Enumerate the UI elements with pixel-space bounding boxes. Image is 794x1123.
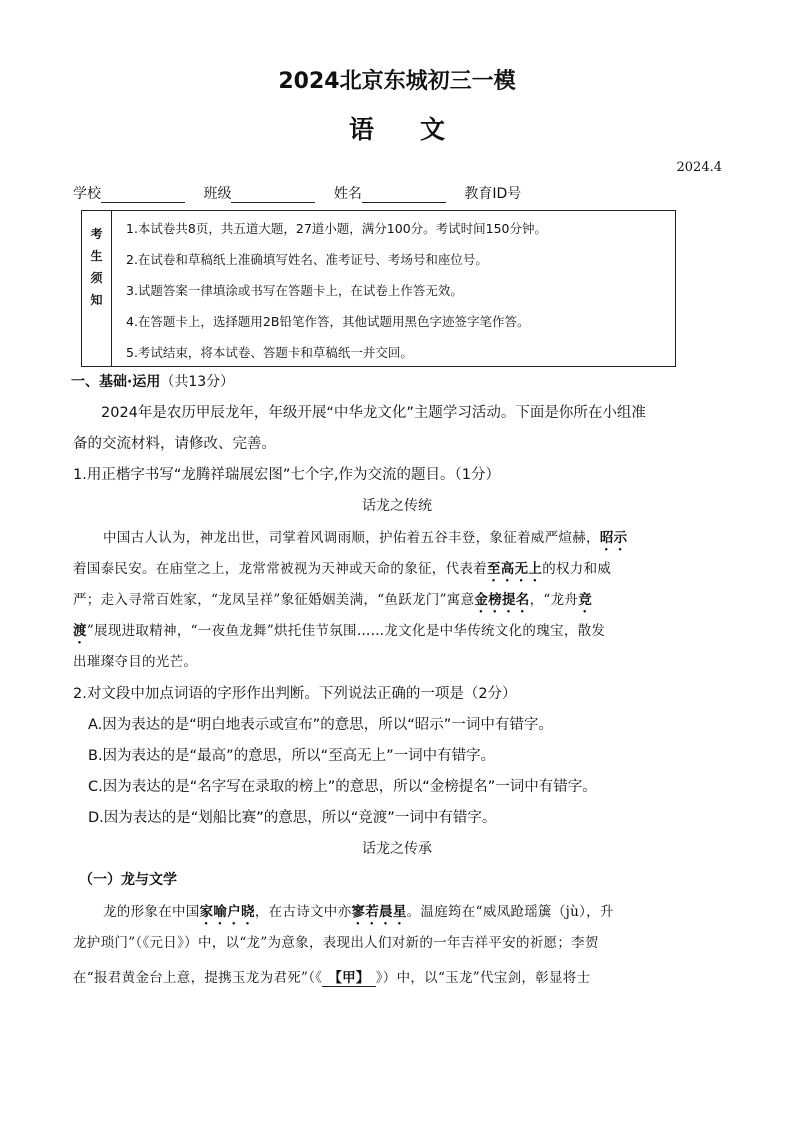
text: 中国古人认为，神龙出世，司掌着风调雨顺，护佑着五谷丰登，象征着威严煊赫， — [103, 530, 600, 546]
notice-char: 须 — [90, 271, 103, 285]
notice-item: 4.在答题卡上，选择题用2B铅笔作答，其他试题用黑色字迹签字笔作答。 — [126, 314, 530, 329]
notice-item: 1.本试卷共8页，共五道大题，27道小题，满分100分。考试时间150分钟。 — [126, 221, 548, 236]
blank-jia: 【甲】 — [322, 966, 375, 987]
notice-side-label — [82, 211, 112, 366]
dotted-word-liaoruochenxing: 寥若晨星 — [351, 904, 407, 920]
q2-option-a: A.因为表达的是“明白地表示或宣布”的意思，所以“昭示”一词中有错字。 — [88, 717, 553, 733]
q2-option-d: D.因为表达的是“划船比赛”的意思，所以“竞渡”一词中有错字。 — [88, 810, 497, 826]
passage-1-line — [73, 588, 592, 616]
notice-item: 5.考试结束，将本试卷、答题卡和草稿纸一并交回。 — [126, 345, 413, 360]
text: 严；走入寻常百姓家，“龙凤呈祥”象征婚姻美满，“鱼跃龙门”寓意 — [73, 592, 475, 608]
section-heading — [71, 371, 234, 391]
notice-char: 考 — [90, 227, 103, 241]
notice-char: 知 — [90, 293, 103, 307]
name-blank — [362, 188, 446, 203]
passage-1-line — [73, 557, 611, 585]
passage-2-title: 话龙之传承 — [362, 841, 432, 857]
passage-1-line — [73, 619, 605, 647]
text: 着国泰民安。在庙堂之上，龙常常被视为天神或天命的象征，代表着 — [73, 561, 487, 577]
passage-1-line — [103, 526, 627, 554]
text: 的权力和威 — [542, 561, 612, 577]
passage-2-line — [103, 900, 614, 928]
passage-1-line: 出璀璨夺目的光芒。 — [73, 654, 198, 670]
section-score: （共13分） — [160, 374, 235, 390]
q2-option-c: C.因为表达的是“名字写在录取的榜上”的意思，所以“金榜提名”一词中有错字。 — [88, 779, 597, 795]
school-blank — [101, 188, 185, 203]
dotted-word-du: 渡 — [73, 623, 87, 639]
dotted-word-jiayuhuxiao: 家喻户晓 — [199, 904, 255, 920]
dotted-word-jinbangtiming: 金榜提名 — [474, 592, 530, 608]
dotted-word-zhigaowushang: 至高无上 — [487, 561, 543, 577]
passage-2-line — [73, 966, 590, 987]
exam-notice-box — [81, 210, 676, 367]
question-2: 2.对文段中加点词语的字形作出判断。下列说法正确的一项是（2分） — [73, 686, 517, 702]
class-blank — [231, 188, 315, 203]
passage-2-line: 龙护琐门”（《元日》）中，以“龙”为意象，表现出人们对新的一年吉祥平安的祈愿；李贺 — [73, 935, 599, 951]
intro-line-1: 2024年是农历甲辰龙年，年级开展“中华龙文化”主题学习活动。下面是你所在小组准 — [101, 405, 646, 421]
exam-title: 2024北京东城初三一模 — [278, 69, 516, 94]
q2-option-b: B.因为表达的是“最高”的意思，所以“至高无上”一词中有错字。 — [88, 748, 496, 764]
text: 龙的形象在中国 — [103, 904, 200, 920]
notice-item: 3.试题答案一律填涂或书写在答题卡上，在试卷上作答无效。 — [126, 283, 463, 298]
name-label: 姓名 — [333, 186, 362, 202]
text: 。温庭筠在“威凤跄瑶簴（jù），升 — [406, 904, 614, 920]
section-heading-text: 一、基础·运用 — [71, 374, 161, 390]
notice-char: 生 — [90, 249, 103, 263]
question-1: 1.用正楷字书写“龙腾祥瑞展宏图”七个字,作为交流的题目。（1分） — [73, 467, 500, 483]
text: ”展现进取精神，“一夜鱼龙舞”烘托佳节氛围……龙文化是中华传统文化的瑰宝，散发 — [86, 623, 606, 639]
text: 》）中，以“玉龙”代宝剑，彰显将士 — [375, 970, 591, 986]
subsection-heading: （一）龙与文学 — [79, 872, 177, 888]
subject-title: 语文 — [348, 115, 491, 144]
exam-date: 2024.4 — [676, 160, 722, 175]
dotted-word-jing: 竞 — [578, 592, 593, 608]
notice-item: 2.在试卷和草稿纸上准确填写姓名、准考证号、考场号和座位号。 — [126, 252, 488, 267]
text: ，在古诗文中亦 — [254, 904, 352, 920]
intro-line-2: 备的交流材料，请修改、完善。 — [73, 436, 276, 452]
dotted-word-zhaoshi: 昭示 — [599, 530, 628, 546]
passage-1-title: 话龙之传统 — [362, 498, 432, 514]
text: ，“龙舟 — [529, 592, 579, 608]
student-info-fields — [73, 183, 521, 203]
class-label: 班级 — [203, 186, 232, 202]
text: 在“报君黄金台上意，提携玉龙为君死”（《 — [73, 970, 323, 986]
edu-id-label: 教育ID号 — [464, 186, 522, 202]
school-label: 学校 — [73, 186, 101, 202]
